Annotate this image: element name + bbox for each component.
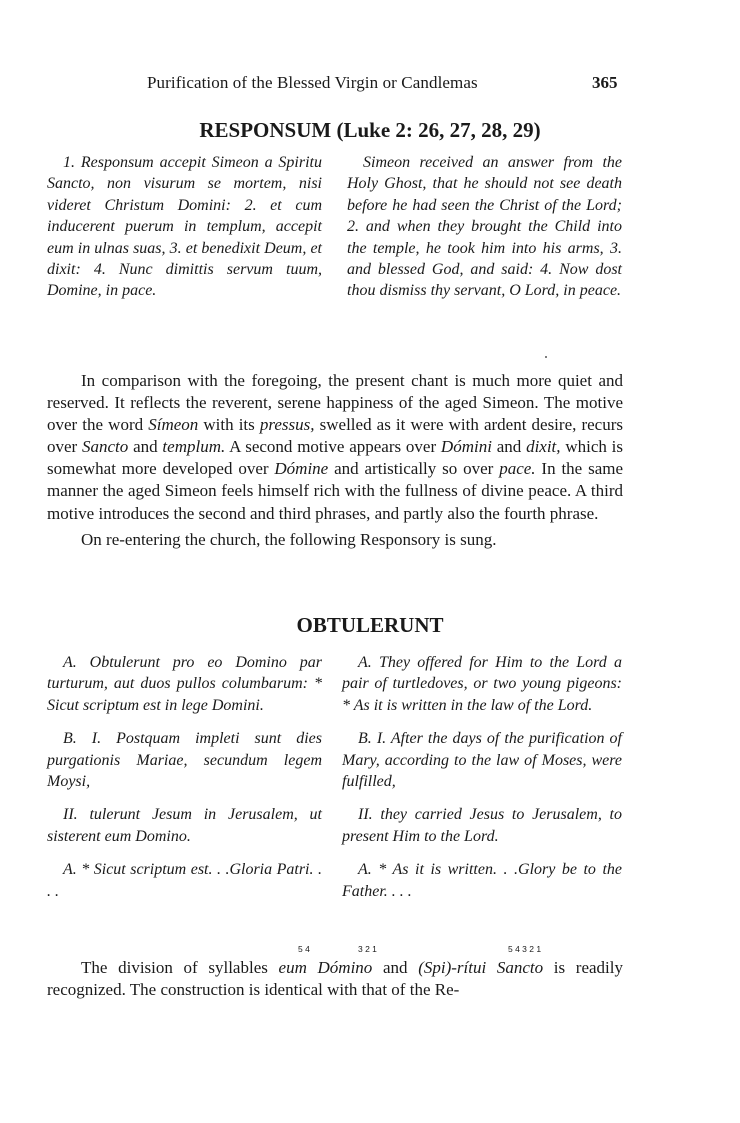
text-run: The division of syllables — [81, 958, 279, 977]
obtulerunt-latin-verse: A. Obtulerunt pro eo Domino par turturum, aut duos pullos columbarum: * Sicut scriptum est in lege Domini. — [47, 654, 322, 714]
page-number: 365 — [592, 73, 618, 92]
text-run: with its — [198, 415, 260, 435]
obtulerunt-latin-verse: A. * Sicut scriptum est. . .Gloria Patri. . . . — [47, 861, 322, 900]
emphasis-word: Sancto — [82, 437, 129, 457]
section-heading-obtulerunt: OBTULERUNT — [296, 613, 444, 637]
text-run: and artistically so over — [328, 459, 500, 479]
stray-dot — [545, 356, 547, 358]
text-run: In the same manner the aged Simeon feels himself rich with the fullness of divine peace. A third motive introduces the second and third phrases, and partly also the fourth phrase. — [47, 459, 624, 523]
responsum-parallel-text — [47, 152, 623, 352]
emphasis-word: pressus, — [259, 415, 315, 435]
text-run: and — [128, 437, 163, 457]
running-header-title: Purification of the Blessed Virgin or Candlemas — [147, 73, 478, 92]
text-run: is readily recognized. The construction is identical with that of the Re- — [47, 958, 624, 1000]
text-run: A second motive appears over — [225, 437, 441, 457]
syllable-numerals: 5 4 — [298, 944, 310, 954]
text-run: swelled as it were with ardent desire, recurs over — [47, 415, 623, 457]
obtulerunt-english-verse: A. They offered for Him to the Lord a pair of turtledoves, or two young pigeons: * As it is written in the law of the Lord. — [342, 654, 622, 714]
emphasis-word: templum. — [162, 437, 226, 457]
text-run: In comparison with the foregoing, the present chant is much more quiet and reserved. It reflects the reverent, serene happiness of the aged Simeon. The motive over the word — [47, 371, 623, 435]
obtulerunt-english-column — [342, 652, 622, 902]
emphasis-word: dixit, — [526, 437, 561, 457]
syllable-numerals: 5 4 3 2 1 — [508, 944, 542, 954]
responsum-english-column — [347, 152, 622, 302]
emphasis-word: Sancto — [496, 958, 544, 977]
text-run: and — [372, 958, 419, 977]
emphasis-word: (Spi)-rítui — [418, 958, 487, 977]
responsum-latin: 1. Responsum accepit Simeon a Spiritu Sancto, non visurum se mortem, nisi videret Christum Domini: 2. et cum inducerent puerum in templum, accepit eum in ulnas suas, 3. et benedixit Deum, et dixit: 4. Nunc dimittis servum tuum, Domine, in pace. — [47, 154, 322, 300]
responsum-english: Simeon received an answer from the Holy Ghost, that he should not see death before he had seen the Christ of the Lord; 2. and when they brought the Child into the temple, he took him into his arms, 3. and blessed God, and said: 4. Now dost thou dismiss thy servant, O Lord, in peace. — [347, 154, 622, 300]
closing-text — [47, 957, 623, 1001]
emphasis-word: Dómine — [274, 459, 329, 479]
responsum-latin-column — [47, 152, 322, 302]
emphasis-word: Dómino — [317, 958, 373, 977]
text-run: which is somewhat more developed over — [47, 437, 623, 479]
syllable-numerals: 3 2 1 — [358, 944, 377, 954]
commentary-text — [47, 370, 623, 551]
emphasis-word: Símeon — [148, 415, 199, 435]
section-heading-responsum: RESPONSUM (Luke 2: 26, 27, 28, 29) — [199, 118, 541, 142]
obtulerunt-latin-verse: II. tulerunt Jesum in Jerusalem, ut sisterent eum Domino. — [47, 806, 322, 845]
obtulerunt-latin-verse: B. I. Postquam impleti sunt dies purgationis Mariae, secundum legem Moysi, — [47, 730, 322, 791]
commentary-paragraph-2: On re-entering the church, the following Responsory is sung. — [81, 529, 497, 549]
closing-paragraph — [47, 957, 623, 1001]
commentary-paragraph-1 — [47, 370, 623, 525]
obtulerunt-latin-column — [47, 652, 322, 902]
obtulerunt-english-verse: II. they carried Jesus to Jerusalem, to present Him to the Lord. — [342, 806, 622, 845]
emphasis-word: eum — [278, 958, 307, 977]
emphasis-word: pace. — [499, 459, 536, 479]
obtulerunt-parallel-text — [47, 652, 623, 942]
text-run: and — [491, 437, 527, 457]
emphasis-word: Dómini — [440, 437, 492, 457]
obtulerunt-english-verse: A. * As it is written. . .Glory be to the Father. . . . — [342, 861, 622, 900]
obtulerunt-english-verse: B. I. After the days of the purification of Mary, according to the law of Moses, were fulfilled, — [342, 730, 622, 791]
